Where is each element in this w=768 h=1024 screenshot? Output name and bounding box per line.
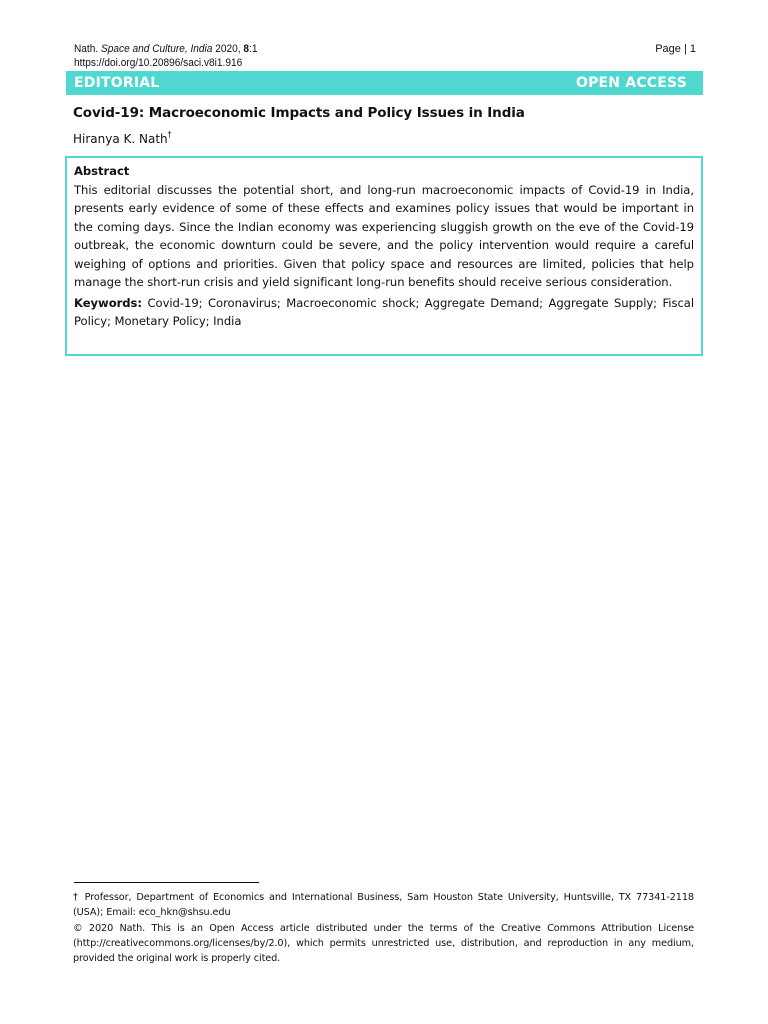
license-footnote: © 2020 Nath. This is an Open Access article distributed under the terms of the Creative Commons Attribution License (http://creativecommons.org/licenses/by/2.0), which permits unrestricted use, distribution, and reproduction in any medium, provided the original work is properly cited.	[73, 922, 694, 965]
abstract-heading: Abstract	[74, 164, 130, 178]
citation-year: 2020,	[215, 43, 241, 55]
keywords-label: Keywords:	[74, 295, 142, 310]
author-line	[73, 131, 172, 147]
doi-link[interactable]: https://doi.org/10.20896/saci.v8i1.916	[74, 57, 243, 69]
abstract-content	[74, 162, 694, 331]
journal-name: Space and Culture, India	[101, 43, 213, 55]
open-access-label: OPEN ACCESS	[575, 75, 687, 91]
author-footnote-mark[interactable]: †	[167, 130, 172, 139]
citation-line	[74, 42, 644, 56]
abstract-text: This editorial discusses the potential short, and long-run macroeconomic impacts of Covid-19 in India, presents early evidence of some of these effects and examines policy issues that would be important in the coming days. Since the Indian economy was experiencing sluggish growth on the eve of the Covid-19 outbreak, the economic downturn could be severe, and the policy intervention would require a careful weighing of options and priorities. Given that policy space and resources are limited, policies that help manage the short-run crisis and yield significant long-run benefits should receive serious consideration.	[74, 182, 694, 289]
author-name: Hiranya K. Nath	[73, 132, 168, 146]
keywords-line	[74, 294, 694, 331]
footnote-divider	[74, 882, 259, 883]
citation-issue: :1	[249, 43, 258, 55]
editorial-label: EDITORIAL	[74, 75, 160, 91]
page-number: Page | 1	[655, 43, 696, 55]
affiliation-footnote: † Professor, Department of Economics and International Business, Sam Houston State University, Huntsville, TX 77341-2118 (USA); Email: eco_hkn@shsu.edu	[73, 892, 694, 919]
footnotes	[73, 890, 694, 966]
citation-author: Nath.	[74, 43, 99, 55]
article-type-banner	[66, 71, 703, 95]
running-head	[74, 42, 644, 70]
keywords-list: Covid-19; Coronavirus; Macroeconomic shock; Aggregate Demand; Aggregate Supply; Fiscal Policy; Monetary Policy; India	[74, 295, 695, 328]
citation-volume: 8	[243, 43, 250, 55]
article-title: Covid-19: Macroeconomic Impacts and Policy Issues in India	[73, 105, 525, 121]
abstract-box	[65, 156, 703, 356]
